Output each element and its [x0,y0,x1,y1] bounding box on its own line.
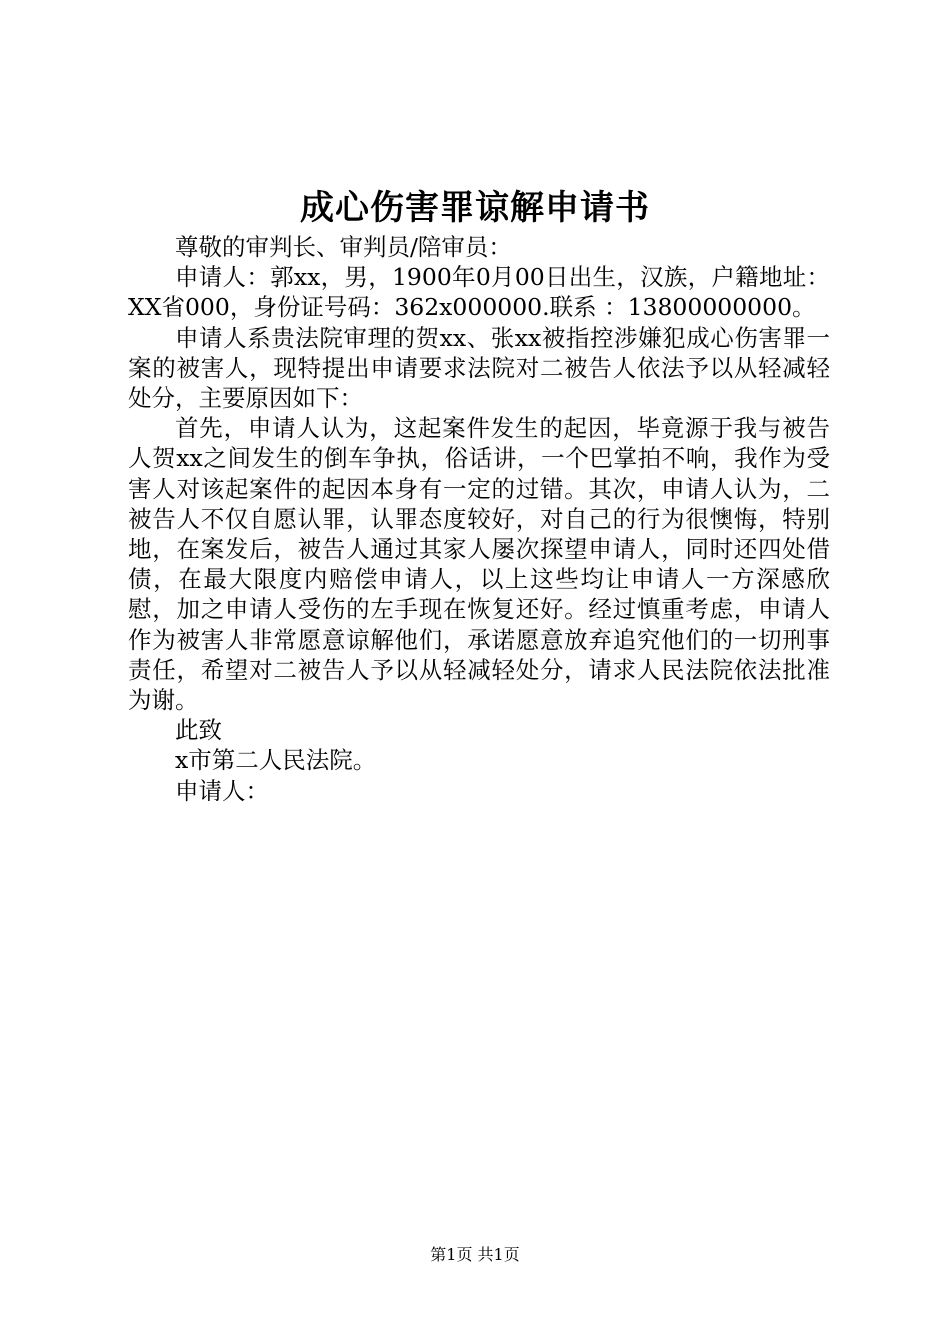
document-body [128,232,830,806]
document-title: 成心伤害罪谅解申请书 [300,188,650,228]
recipient-text: x市第二人民法院。 [175,746,377,775]
page-footer: 第1页 共1页 [430,1245,520,1264]
reasons-paragraph: 首先，申请人认为，这起案件发生的起因，毕竟源于我与被告人贺xx之间发生的倒车争执，俗话讲，一个巴掌拍不响，我作为受害人对该起案件的起因本身有一定的过错。其次，申请人认为，二被告人不仅自愿认罪，认罪态度较好，对自己的行为很懊悔，特别地，在案发后，被告人通过其家人屡次探望申请人，同时还四处借债，在最大限度内赔偿申请人，以上这些均让申请人一方深感欣慰，加之申请人受伤的左手现在恢复还好。经过慎重考虑，申请人作为被害人非常愿意谅解他们，承诺愿意放弃追究他们的一切刑事责任，希望对二被告人予以从轻减轻处分，请求人民法院依法批准为谢。 [128,414,830,715]
closing-text: 此致 [175,716,222,745]
salutation: 尊敬的审判长、审判员/陪审员： [175,233,512,261]
signature-label: 申请人： [175,776,269,805]
request-paragraph: 申请人系贵法院审理的贺xx、张xx被指控涉嫌犯成心伤害罪一案的被害人，现特提出申请要求法院对二被告人依法予以从轻减轻处分，主要原因如下： [128,323,830,413]
applicant-info-paragraph: 申请人：郭xx，男，1900年0月00日出生，汉族，户籍地址：XX省000，身份证号码：362x000000.联系 ：13800000000。 [128,263,830,322]
